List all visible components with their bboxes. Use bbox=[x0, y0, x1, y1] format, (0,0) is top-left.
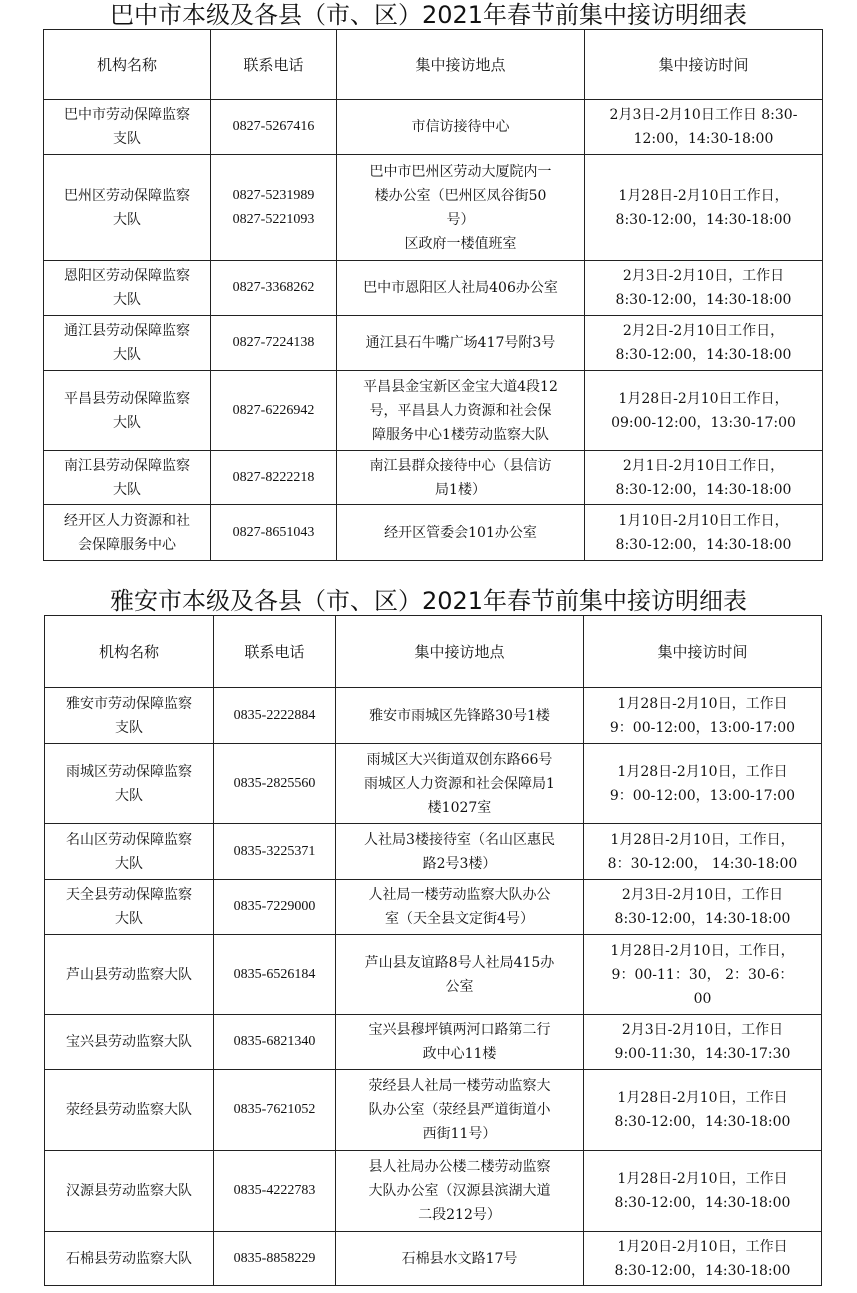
reception-place: 平昌县金宝新区金宝大道4段12 号，平昌县人力资源和社会保 障服务中心1楼劳动监察大队 bbox=[337, 371, 585, 451]
header-place: 集中接访地点 bbox=[337, 30, 585, 100]
reception-time: 1月28日-2月10日，工作日 9：00-12:00，13:00-17:00 bbox=[584, 688, 822, 744]
header-place: 集中接访地点 bbox=[336, 616, 584, 688]
header-time: 集中接访时间 bbox=[585, 30, 823, 100]
table-row bbox=[45, 935, 822, 1015]
reception-time: 1月10日-2月10日工作日， 8:30-12:00，14:30-18:00 bbox=[585, 505, 823, 561]
reception-time: 2月3日-2月10日，工作日 8:30-12:00，14:30-18:00 bbox=[584, 880, 822, 935]
reception-time: 1月28日-2月10日，工作日 8:30-12:00，14:30-18:00 bbox=[584, 1151, 822, 1232]
reception-place: 石棉县水文路17号 bbox=[336, 1232, 584, 1286]
phone-number: 0835-4222783 bbox=[214, 1151, 336, 1232]
reception-time: 1月28日-2月10日，工作日， 9：00-11：30， 2：30-6： 00 bbox=[584, 935, 822, 1015]
org-name: 南江县劳动保障监察 大队 bbox=[44, 451, 211, 505]
phone-number: 0835-8858229 bbox=[214, 1232, 336, 1286]
bazhong-reception-table bbox=[43, 29, 823, 561]
reception-time: 2月1日-2月10日工作日， 8:30-12:00，14:30-18:00 bbox=[585, 451, 823, 505]
org-name: 通江县劳动保障监察 大队 bbox=[44, 316, 211, 371]
org-name: 经开区人力资源和社 会保障服务中心 bbox=[44, 505, 211, 561]
org-name: 平昌县劳动保障监察 大队 bbox=[44, 371, 211, 451]
org-name: 恩阳区劳动保障监察 大队 bbox=[44, 261, 211, 316]
org-name: 巴中市劳动保障监察 支队 bbox=[44, 100, 211, 155]
table-row bbox=[44, 505, 823, 561]
reception-place: 宝兴县穆坪镇两河口路第二行 政中心11楼 bbox=[336, 1015, 584, 1070]
phone-number: 0835-2825560 bbox=[214, 744, 336, 824]
reception-place: 雅安市雨城区先锋路30号1楼 bbox=[336, 688, 584, 744]
table-row bbox=[45, 824, 822, 880]
header-time: 集中接访时间 bbox=[584, 616, 822, 688]
yaan-reception-table bbox=[44, 615, 822, 1286]
table-row bbox=[44, 316, 823, 371]
table-row bbox=[45, 688, 822, 744]
phone-number: 0827-5267416 bbox=[211, 100, 337, 155]
table-row bbox=[45, 744, 822, 824]
reception-time: 2月3日-2月10日，工作日 9:00-11:30，14:30-17:30 bbox=[584, 1015, 822, 1070]
phone-number: 0827-3368262 bbox=[211, 261, 337, 316]
phone-number: 0827-5231989 0827-5221093 bbox=[211, 155, 337, 261]
org-name: 名山区劳动保障监察 大队 bbox=[45, 824, 214, 880]
table-row bbox=[45, 880, 822, 935]
reception-place: 芦山县友谊路8号人社局415办 公室 bbox=[336, 935, 584, 1015]
reception-time: 2月2日-2月10日工作日， 8:30-12:00，14:30-18:00 bbox=[585, 316, 823, 371]
table-row bbox=[45, 1015, 822, 1070]
phone-number: 0827-7224138 bbox=[211, 316, 337, 371]
org-name: 汉源县劳动监察大队 bbox=[45, 1151, 214, 1232]
phone-number: 0835-6526184 bbox=[214, 935, 336, 1015]
phone-number: 0835-3225371 bbox=[214, 824, 336, 880]
header-org: 机构名称 bbox=[44, 30, 211, 100]
reception-place: 南江县群众接待中心（县信访 局1楼） bbox=[337, 451, 585, 505]
phone-number: 0827-8222218 bbox=[211, 451, 337, 505]
table-row bbox=[44, 371, 823, 451]
table1-title: 巴中市本级及各县（市、区）2021年春节前集中接访明细表 bbox=[109, 1, 748, 29]
table-row bbox=[45, 1070, 822, 1151]
reception-place: 县人社局办公楼二楼劳动监察 大队办公室（汉源县滨湖大道 二段212号） bbox=[336, 1151, 584, 1232]
reception-place: 巴中市巴州区劳动大厦院内一 楼办公室（巴州区凤谷街50 号） 区政府一楼值班室 bbox=[337, 155, 585, 261]
table-row bbox=[45, 1232, 822, 1286]
table-row bbox=[44, 155, 823, 261]
reception-time: 1月28日-2月10日工作日， 8:30-12:00，14:30-18:00 bbox=[585, 155, 823, 261]
phone-number: 0835-2222884 bbox=[214, 688, 336, 744]
table-row bbox=[45, 1151, 822, 1232]
reception-place: 人社局3楼接待室（名山区惠民 路2号3楼） bbox=[336, 824, 584, 880]
phone-number: 0835-6821340 bbox=[214, 1015, 336, 1070]
table2-title: 雅安市本级及各县（市、区）2021年春节前集中接访明细表 bbox=[109, 587, 748, 615]
reception-time: 2月3日-2月10日工作日 8:30- 12:00，14:30-18:00 bbox=[585, 100, 823, 155]
table-row bbox=[44, 261, 823, 316]
org-name: 荥经县劳动监察大队 bbox=[45, 1070, 214, 1151]
header-phone: 联系电话 bbox=[214, 616, 336, 688]
phone-number: 0835-7229000 bbox=[214, 880, 336, 935]
header-phone: 联系电话 bbox=[211, 30, 337, 100]
org-name: 雨城区劳动保障监察 大队 bbox=[45, 744, 214, 824]
reception-time: 1月28日-2月10日，工作日 9：00-12:00，13:00-17:00 bbox=[584, 744, 822, 824]
header-org: 机构名称 bbox=[45, 616, 214, 688]
reception-time: 1月28日-2月10日，工作日， 8：30-12:00， 14:30-18:00 bbox=[584, 824, 822, 880]
reception-place: 人社局一楼劳动监察大队办公 室（天全县文定街4号） bbox=[336, 880, 584, 935]
reception-place: 荥经县人社局一楼劳动监察大 队办公室（荥经县严道街道小 西街11号） bbox=[336, 1070, 584, 1151]
table-row bbox=[44, 100, 823, 155]
reception-time: 1月28日-2月10日，工作日 8:30-12:00，14:30-18:00 bbox=[584, 1070, 822, 1151]
phone-number: 0835-7621052 bbox=[214, 1070, 336, 1151]
reception-place: 雨城区大兴街道双创东路66号 雨城区人力资源和社会保障局1 楼1027室 bbox=[336, 744, 584, 824]
reception-place: 巴中市恩阳区人社局406办公室 bbox=[337, 261, 585, 316]
table-row bbox=[44, 451, 823, 505]
reception-time: 1月28日-2月10日工作日， 09:00-12:00，13:30-17:00 bbox=[585, 371, 823, 451]
reception-time: 2月3日-2月10日，工作日 8:30-12:00，14:30-18:00 bbox=[585, 261, 823, 316]
phone-number: 0827-8651043 bbox=[211, 505, 337, 561]
reception-place: 经开区管委会101办公室 bbox=[337, 505, 585, 561]
reception-time: 1月20日-2月10日，工作日 8:30-12:00，14:30-18:00 bbox=[584, 1232, 822, 1286]
org-name: 石棉县劳动监察大队 bbox=[45, 1232, 214, 1286]
org-name: 巴州区劳动保障监察 大队 bbox=[44, 155, 211, 261]
org-name: 天全县劳动保障监察 大队 bbox=[45, 880, 214, 935]
reception-place: 市信访接待中心 bbox=[337, 100, 585, 155]
phone-number: 0827-6226942 bbox=[211, 371, 337, 451]
reception-place: 通江县石牛嘴广场417号附3号 bbox=[337, 316, 585, 371]
org-name: 芦山县劳动监察大队 bbox=[45, 935, 214, 1015]
org-name: 宝兴县劳动监察大队 bbox=[45, 1015, 214, 1070]
org-name: 雅安市劳动保障监察 支队 bbox=[45, 688, 214, 744]
